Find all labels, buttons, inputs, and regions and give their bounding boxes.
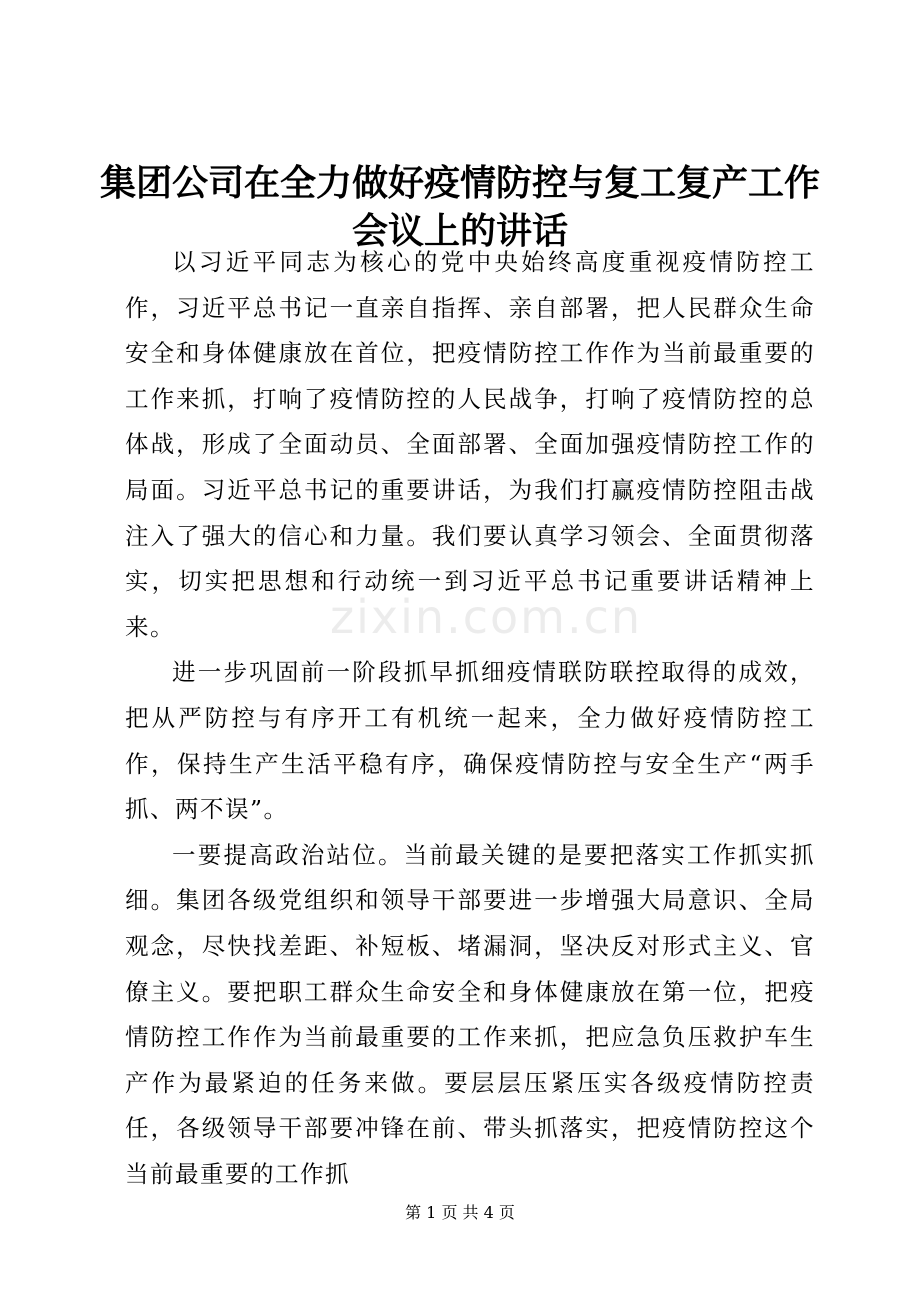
watermark: zixin.com.cn <box>330 590 643 644</box>
document-body <box>125 240 815 1197</box>
title-line-2: 会议上的讲话 <box>351 211 568 252</box>
page-footer: 第 1 页 共 4 页 <box>405 1203 515 1222</box>
paragraph: 一要提高政治站位。当前最关键的是要把落实工作抓实抓细。集团各级党组织和领导干部要进一步增强大局意识、全局观念，尽快找差距、补短板、堵漏洞，坚决反对形式主义、官僚主义。要把职工群众生命安全和身体健康放在第一位，把疫情防控工作作为当前最重要的工作来抓，把应急负压救护车生产作为最紧迫的任务来做。要层层压紧压实各级疫情防控责任，各级领导干部要冲锋在前、带头抓落实，把疫情防控这个当前最重要的工作抓 <box>125 840 815 1188</box>
paragraph: 以习近平同志为核心的党中央始终高度重视疫情防控工作，习近平总书记一直亲自指挥、亲自部署，把人民群众生命安全和身体健康放在首位，把疫情防控工作作为当前最重要的工作来抓，打响了疫情防控的人民战争，打响了疫情防控的总体战，形成了全面动员、全面部署、全面加强疫情防控工作的局面。习近平总书记的重要讲话，为我们打赢疫情防控阻击战注入了强大的信心和力量。我们要认真学习领会、全面贯彻落实，切实把思想和行动统一到习近平总书记重要讲话精神上来。 <box>125 248 815 641</box>
title-line-1: 集团公司在全力做好疫情防控与复工复产工作 <box>100 163 821 204</box>
paragraph: 进一步巩固前一阶段抓早抓细疫情联防联控取得的成效，把从严防控与有序开工有机统一起来，全力做好疫情防控工作，保持生产生活平稳有序，确保疫情防控与安全生产“两手抓、两不误”。 <box>125 658 815 824</box>
